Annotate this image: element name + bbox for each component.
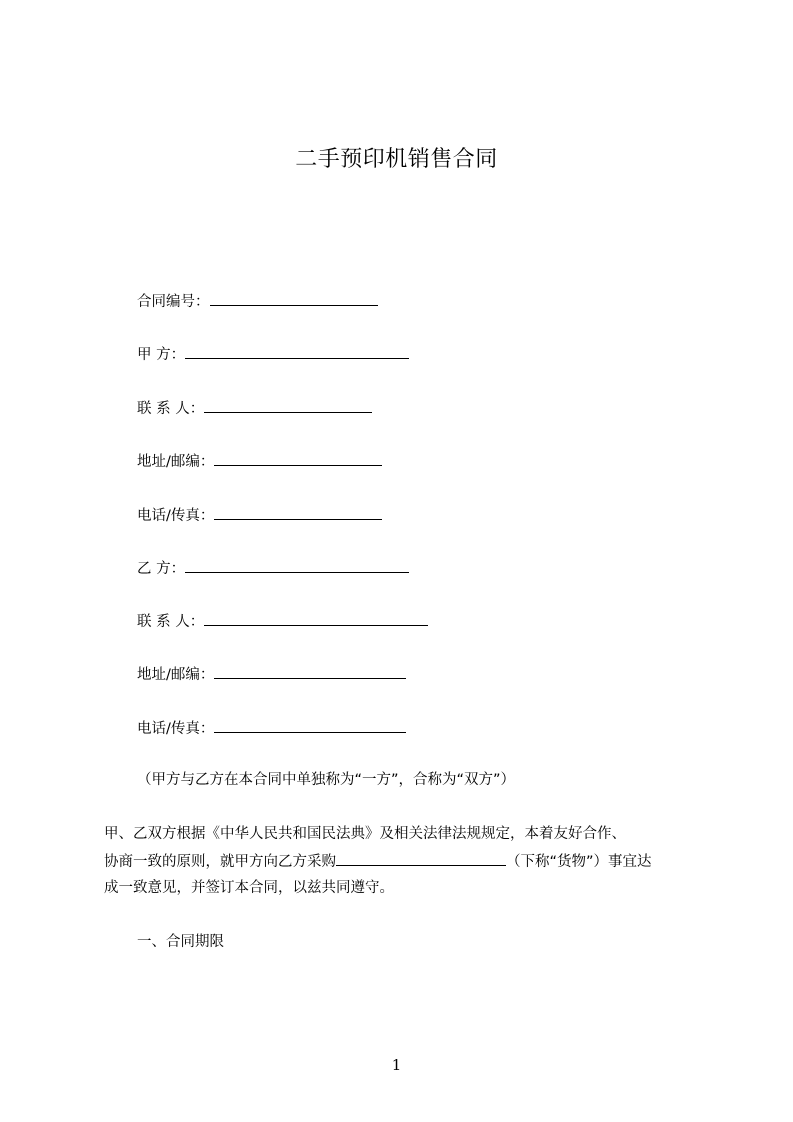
page-number: 1	[391, 1056, 402, 1074]
fill-line[interactable]	[185, 558, 409, 573]
intro-line-2	[104, 851, 724, 872]
party-a-phone-field	[137, 505, 382, 526]
intro-line-2-pre: 协商一致的原则，就甲方向乙方采购	[104, 854, 336, 870]
fill-line[interactable]	[214, 664, 406, 679]
field-label: 合同编号：	[137, 294, 210, 310]
intro-line-1: 甲、乙双方根据《中华人民共和国民法典》及相关法律法规规定，本着友好合作、	[104, 826, 626, 842]
field-label: 地址/邮编：	[137, 667, 215, 683]
field-label: 乙 方：	[137, 561, 186, 577]
party-b-field	[137, 558, 409, 579]
field-label: 联 系 人：	[137, 614, 205, 630]
fill-line[interactable]	[185, 344, 409, 359]
fill-line[interactable]	[214, 718, 406, 733]
field-label: 甲 方：	[137, 347, 186, 363]
party-b-address-field	[137, 664, 406, 685]
party-a-field	[137, 344, 409, 365]
field-label: 联 系 人：	[137, 401, 205, 417]
intro-line-2-post: （下称“货物”）事宜达	[506, 854, 652, 870]
parties-note: （甲方与乙方在本合同中单独称为“一方”，合称为“双方”）	[137, 772, 516, 788]
fill-line[interactable]	[204, 611, 428, 626]
document-title: 二手预印机销售合同	[295, 147, 498, 172]
fill-line[interactable]	[210, 291, 378, 306]
party-a-contact-field	[137, 398, 372, 419]
field-label: 地址/邮编：	[137, 454, 215, 470]
party-b-phone-field	[137, 718, 406, 739]
fill-line[interactable]	[214, 451, 382, 466]
fill-line[interactable]	[204, 398, 372, 413]
field-label: 电话/传真：	[137, 721, 215, 737]
field-label: 电话/传真：	[137, 508, 215, 524]
fill-line[interactable]	[214, 505, 382, 520]
party-a-address-field	[137, 451, 382, 472]
intro-line-3: 成一致意见，并签订本合同，以兹共同遵守。	[104, 880, 394, 896]
section-heading: 一、合同期限	[137, 934, 224, 950]
goods-fill-line[interactable]	[336, 851, 506, 866]
contract-number-field	[137, 291, 378, 312]
party-b-contact-field	[137, 611, 428, 632]
